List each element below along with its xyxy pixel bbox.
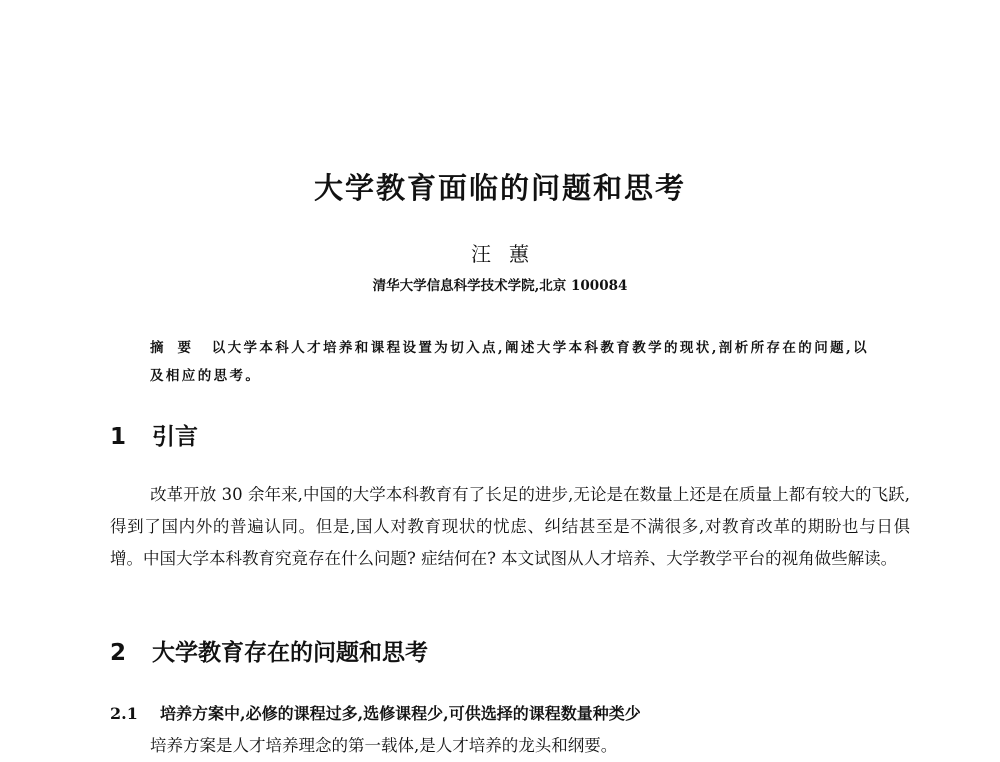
- section-heading-problems: [110, 634, 428, 667]
- paragraph-text: 改革开放 30 余年来,中国的大学本科教育有了长足的进步,无论是在数量上还是在质量上都有较大的飞跃,得到了国内外的普遍认同。但是,国人对教育现状的忧虑、纠结甚至是不满很多,对教育改革的期盼也与日俱增。中国大学本科教育究竟存在什么问题? 症结何在? 本文试图从人才培养、大学教学平台的视角做些解读。: [110, 485, 910, 568]
- abstract-label: 摘要: [150, 340, 205, 356]
- subsection-title: 培养方案中,必修的课程过多,选修课程少,可供选择的课程数量种类少: [160, 704, 641, 723]
- introduction-paragraph: [110, 479, 910, 575]
- abstract: [150, 334, 870, 390]
- section-heading-introduction: [110, 418, 198, 451]
- abstract-text: 以大学本科人才培养和课程设置为切入点,阐述大学本科教育教学的现状,剖析所存在的问题,以及相应的思考。: [150, 340, 870, 384]
- section-title: 大学教育存在的问题和思考: [152, 640, 428, 666]
- author-affiliation: 清华大学信息科学技术学院,北京 100084: [372, 278, 628, 294]
- section-number: 2: [110, 640, 127, 666]
- subsection-paragraph: 培养方案是人才培养理念的第一载体,是人才培养的龙头和纲要。: [150, 736, 618, 755]
- author-name: 汪蕙: [471, 242, 547, 266]
- section-number: 1: [110, 424, 127, 450]
- section-title: 引言: [152, 424, 198, 450]
- subsection-number: 2.1: [110, 704, 138, 723]
- paper-title: 大学教育面临的问题和思考: [313, 171, 686, 205]
- subsection-heading: [110, 701, 641, 724]
